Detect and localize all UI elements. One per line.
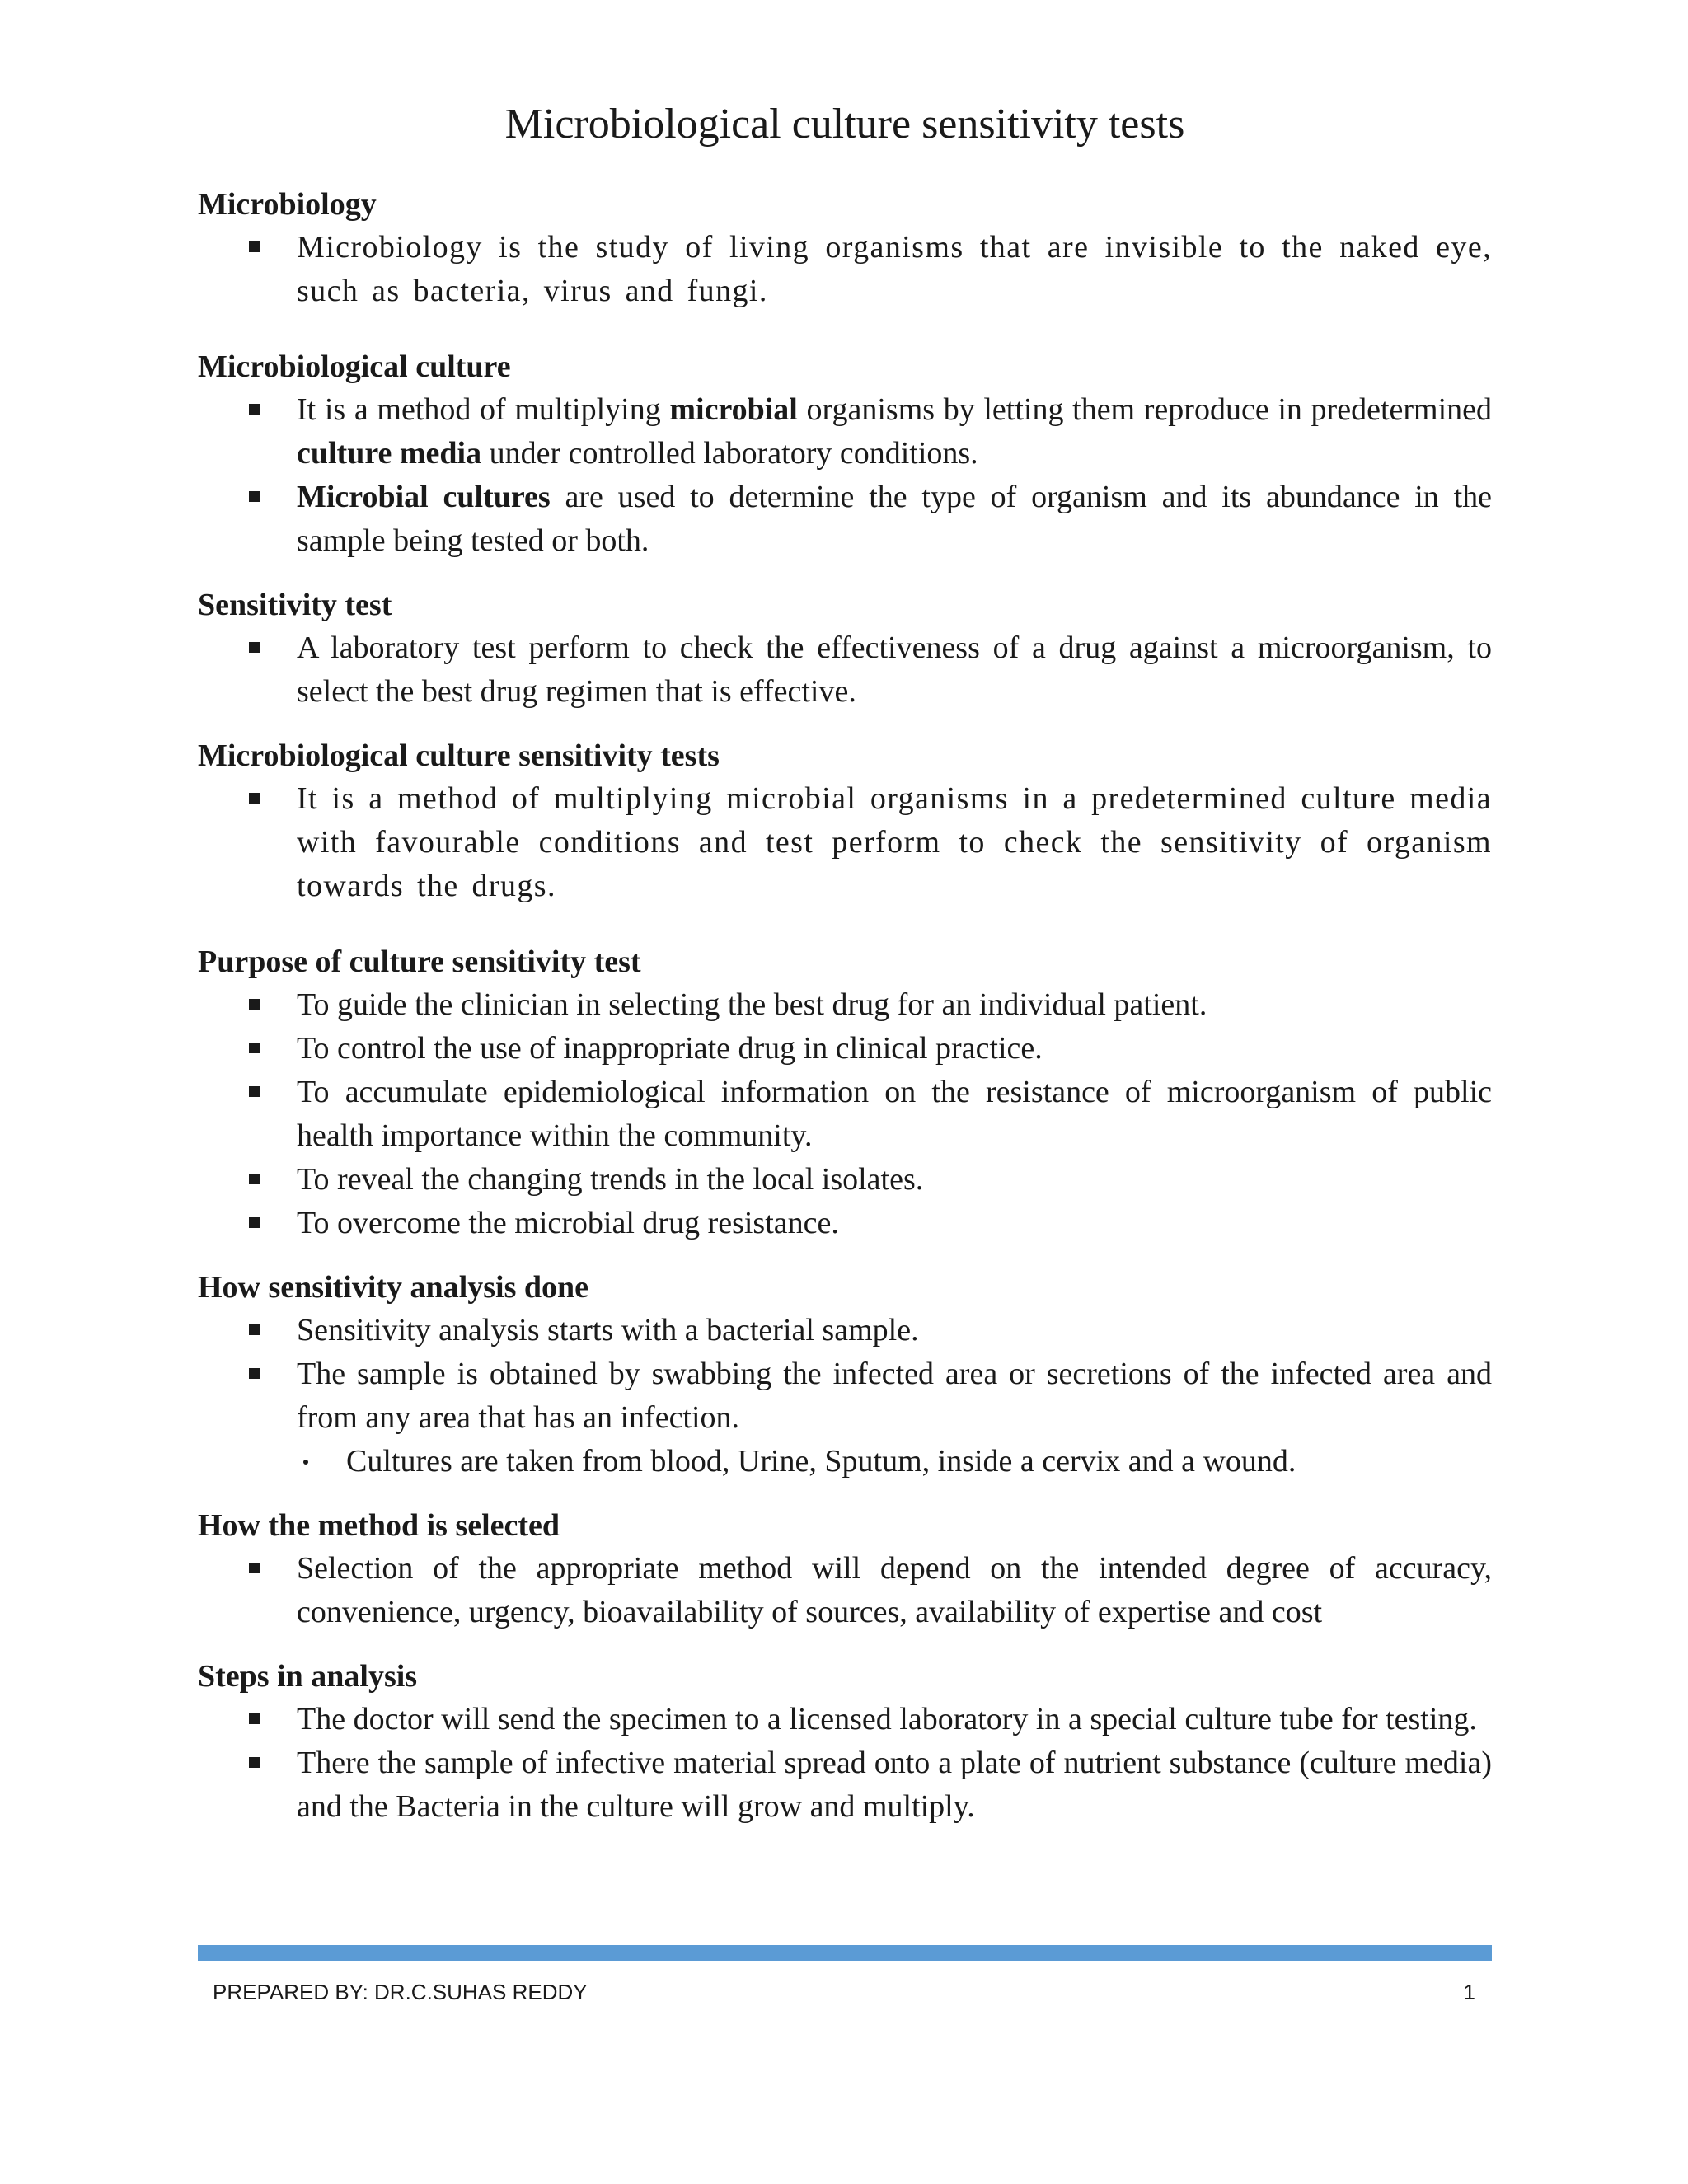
bold-term: culture media	[297, 436, 482, 471]
bullet-list	[198, 1309, 1492, 1483]
list-item: Selection of the appropriate method will depend on the intended degree of accuracy, convenience, urgency, bioavailability of sources, availability of expertise and cost	[297, 1547, 1492, 1634]
section-method-selected	[198, 1504, 1492, 1634]
list-item	[297, 476, 1492, 563]
section-heading: Sensitivity test	[198, 588, 392, 622]
section-how-analysis-done	[198, 1266, 1492, 1483]
bullet-list	[198, 1547, 1492, 1634]
section-microbiology	[198, 183, 1492, 313]
list-item	[297, 388, 1492, 476]
bullet-list	[198, 1698, 1492, 1829]
section-heading: Steps in analysis	[198, 1659, 418, 1694]
item-text: under controlled laboratory conditions.	[481, 436, 978, 471]
section-culture-sensitivity-tests	[198, 734, 1492, 908]
list-item: To control the use of inappropriate drug in clinical practice.	[297, 1027, 1492, 1071]
bullet-list	[198, 777, 1492, 908]
bullet-list	[198, 388, 1492, 563]
section-microbiological-culture	[198, 345, 1492, 563]
page-number: 1	[1463, 1980, 1475, 2004]
list-item: To guide the clinician in selecting the best drug for an individual patient.	[297, 983, 1492, 1027]
bullet-list	[198, 626, 1492, 714]
section-purpose	[198, 940, 1492, 1245]
list-item: To accumulate epidemiological information on the resistance of microorganism of public health importance within the community.	[297, 1071, 1492, 1158]
list-item: The doctor will send the specimen to a licensed laboratory in a special culture tube for testing.	[297, 1698, 1492, 1741]
sub-bullet-list	[297, 1440, 1492, 1483]
list-item: A laboratory test perform to check the effectiveness of a drug against a microorganism, to select the best drug regimen that is effective.	[297, 626, 1492, 714]
page-title: Microbiological culture sensitivity tests	[504, 101, 1185, 148]
footer-rule	[198, 1945, 1492, 1961]
item-text: organisms by letting them reproduce in predetermined	[797, 392, 1493, 427]
section-sensitivity-test	[198, 583, 1492, 714]
bullet-list	[198, 226, 1492, 313]
item-text: are used to determine the type of organism and its abundance in the sample being tested or both.	[297, 480, 1492, 558]
list-item: To reveal the changing trends in the local isolates.	[297, 1158, 1492, 1202]
section-steps-in-analysis	[198, 1655, 1492, 1829]
section-heading: How sensitivity analysis done	[198, 1270, 589, 1305]
section-heading: Microbiological culture	[198, 349, 511, 384]
list-item: Sensitivity analysis starts with a bacterial sample.	[297, 1309, 1492, 1352]
item-text: It is a method of multiplying	[297, 392, 670, 427]
list-item: There the sample of infective material spread onto a plate of nutrient substance (culture media) and the Bacteria in the culture will grow and multiply.	[297, 1741, 1492, 1829]
item-text: The sample is obtained by swabbing the infected area or secretions of the infected area and from any area that has an infection.	[297, 1357, 1492, 1435]
section-heading: Purpose of culture sensitivity test	[198, 944, 641, 979]
list-item: To overcome the microbial drug resistance.	[297, 1202, 1492, 1245]
document-page	[198, 0, 1492, 1829]
sub-list-item: Cultures are taken from blood, Urine, Sputum, inside a cervix and a wound.	[346, 1440, 1492, 1483]
section-heading: Microbiological culture sensitivity tests	[198, 738, 720, 773]
section-heading: Microbiology	[198, 187, 377, 222]
bold-term: Microbial cultures	[297, 480, 551, 514]
bullet-list	[198, 983, 1492, 1245]
list-item: It is a method of multiplying microbial organisms in a predetermined culture media with favourable conditions and test perform to check the sensitivity of organism towards the drugs.	[297, 777, 1492, 908]
footer-author: PREPARED BY: DR.C.SUHAS REDDY	[213, 1980, 588, 2004]
list-item: Microbiology is the study of living organisms that are invisible to the naked eye, such as bacteria, virus and fungi.	[297, 226, 1492, 313]
bold-term: microbial	[669, 392, 798, 427]
section-heading: How the method is selected	[198, 1508, 560, 1543]
list-item	[297, 1352, 1492, 1483]
